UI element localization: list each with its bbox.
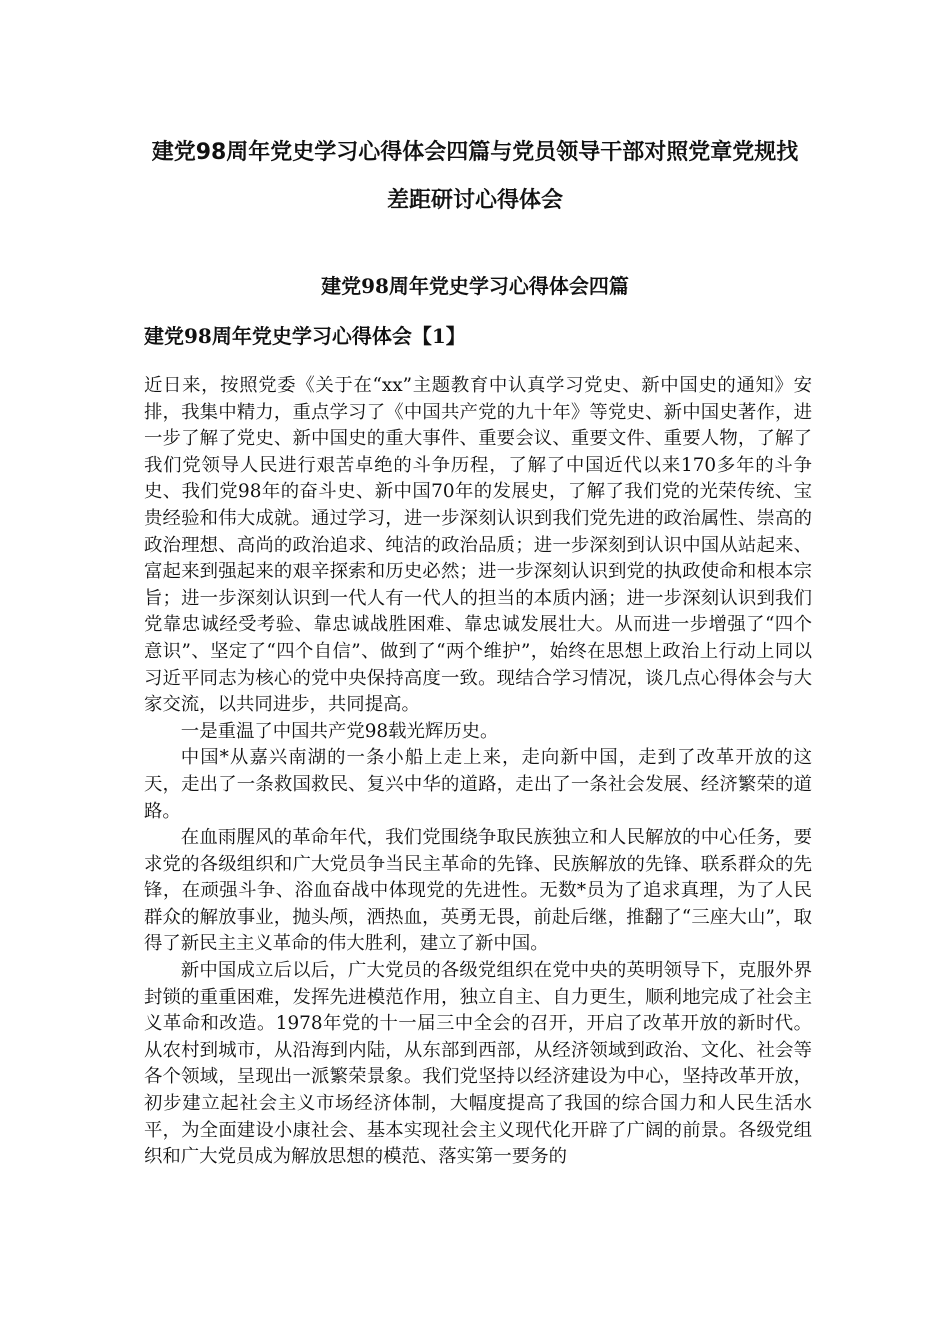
- section-title: 建党98周年党史学习心得体会四篇: [321, 274, 629, 298]
- document-title-line-1: 建党98周年党史学习心得体会四篇与党员领导干部对照党章党规找: [151, 140, 799, 165]
- body-text: [144, 373, 812, 1171]
- paragraph-1: 近日来，按照党委《关于在“xx”主题教育中认真学习党史、新中国史的通知》安排，我集中精力，重点学习了《中国共产党的九十年》等党史、新中国史著作，进一步了解了党史、新中国史的重大事件、重要会议、重要文件、重要人物，了解了我们党领导人民进行艰苦卓绝的斗争历程，了解了中国近代以来170多年的斗争史、我们党98年的奋斗史、新中国70年的发展史，了解了我们党的光荣传统、宝贵经验和伟大成就。通过学习，进一步深刻认识到我们党先进的政治属性、崇高的政治理想、高尚的政治追求、纯洁的政治品质；进一步深刻到认识中国从站起来、富起来到强起来的艰辛探索和历史必然；进一步深刻认识到党的执政使命和根本宗旨；进一步深刻认识到一代人有一代人的担当的本质内涵；进一步深刻认识到我们党靠忠诚经受考验、靠忠诚战胜困难、靠忠诚发展壮大。从而进一步增强了“四个意识”、坚定了“四个自信”、做到了“两个维护”，始终在思想上政治上行动上同以习近平同志为核心的党中央保持高度一致。现结合学习情况，谈几点心得体会与大家交流，以共同进步，共同提高。: [144, 375, 812, 716]
- paragraph-5: 新中国成立后以后，广大党员的各级党组织在党中央的英明领导下，克服外界封锁的重重困难，发挥先进模范作用，独立自主、自力更生，顺利地完成了社会主义革命和改造。1978年党的十一届三中全会的召开，开启了改革开放的新时代。从农村到城市，从沿海到内陆，从东部到西部，从经济领域到政治、文化、社会等各个领域，呈现出一派繁荣景象。我们党坚持以经济建设为中心，坚持改革开放，初步建立起社会主义市场经济体制，大幅度提高了我国的综合国力和人民生活水平，为全面建设小康社会、基本实现社会主义现代化开辟了广阔的前景。各级党组织和广大党员成为解放思想的模范、落实第一要务的: [144, 960, 812, 1168]
- paragraph-2: 一是重温了中国共产党98载光辉历史。: [180, 720, 499, 742]
- paragraph-4: 在血雨腥风的革命年代，我们党围绕争取民族独立和人民解放的中心任务，要求党的各级组织和广大党员争当民主革命的先锋、民族解放的先锋、联系群众的先锋，在顽强斗争、浴血奋战中体现党的先进性。无数*员为了追求真理，为了人民群众的解放事业，抛头颅，洒热血，英勇无畏，前赴后继，推翻了“三座大山”，取得了新民主主义革命的伟大胜利，建立了新中国。: [144, 827, 812, 955]
- paragraph-3: 中国*从嘉兴南湖的一条小船上走上来，走向新中国，走到了改革开放的这天，走出了一条救国救民、复兴中华的道路，走出了一条社会发展、经济繁荣的道路。: [144, 747, 812, 822]
- subsection-title: 建党98周年党史学习心得体会【1】: [144, 324, 466, 348]
- document-title-line-2: 差距研讨心得体会: [386, 188, 563, 213]
